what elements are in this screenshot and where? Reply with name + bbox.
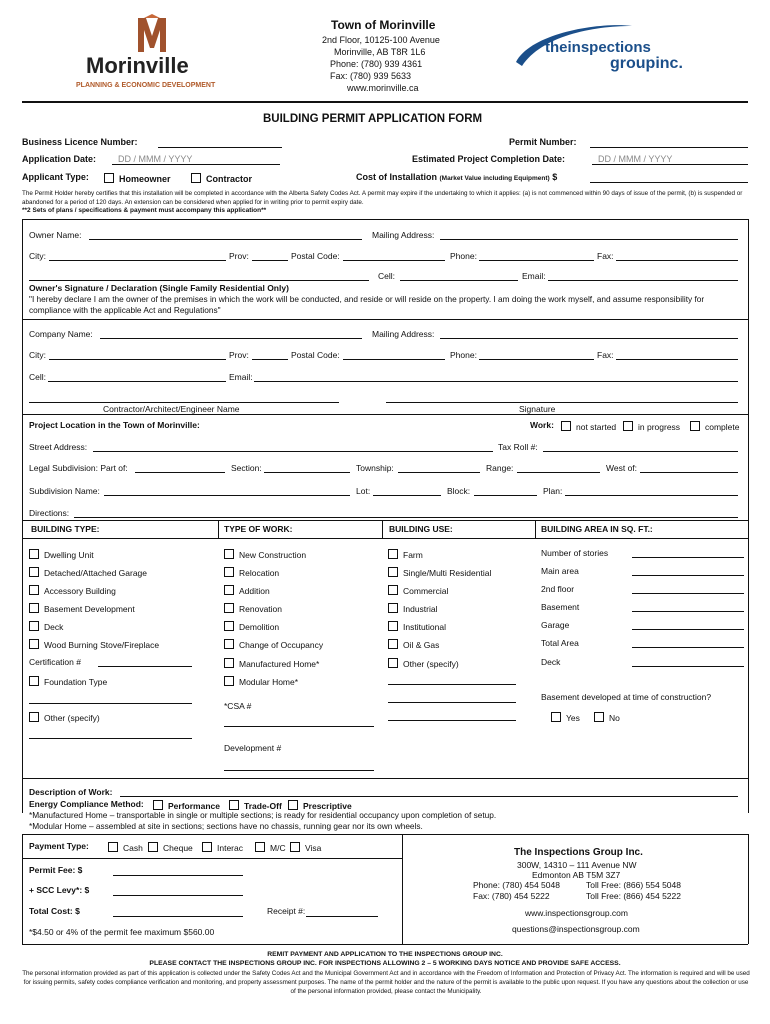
company-mailing-input[interactable]: [440, 338, 738, 339]
subdivision-input[interactable]: [104, 495, 350, 496]
certification-input[interactable]: [98, 666, 192, 667]
work-type-item-checkbox[interactable]: [224, 676, 234, 686]
complete-option[interactable]: complete: [690, 421, 740, 432]
work-type-item-label: Relocation: [239, 568, 280, 578]
certify-text: The Permit Holder hereby certifies that this installation will be completed in accordance with the Alberta Safety Codes Act. A permit may expire if the undertaking to which it applies: (a) is not commenced within 90 days of issue of the permit, (b) is suspended or abandoned for a period of 120 days. An extension can be considered when applied for in writing prior to permit expiry date.: [22, 190, 743, 206]
development-input[interactable]: [224, 770, 374, 771]
area-input[interactable]: [632, 647, 744, 648]
building-type-item[interactable]: [29, 621, 63, 632]
area-item-label: 2nd floor: [541, 584, 575, 594]
building-use-item-label: Commercial: [403, 586, 449, 596]
directions-input[interactable]: [74, 517, 738, 518]
basement-no-option[interactable]: No: [594, 712, 620, 723]
homeowner-label: Homeowner: [119, 174, 171, 184]
other-use-input-1[interactable]: [388, 684, 516, 685]
town-fax: Fax: (780) 939 5633: [330, 71, 412, 81]
total-cost-label: Total Cost: $: [29, 906, 80, 916]
building-type-item-label: Wood Burning Stove/Fireplace: [44, 640, 160, 650]
range-label: Range:: [486, 463, 514, 473]
grid-header-bottom: [22, 538, 748, 539]
building-use-item[interactable]: [388, 603, 438, 614]
completion-date-label: Estimated Project Completion Date:: [412, 154, 566, 164]
tradeoff-option[interactable]: Trade-Off: [229, 800, 282, 811]
ig-fax: Fax: (780) 454 5222: [473, 891, 550, 901]
tax-roll-label: Tax Roll #:: [498, 442, 538, 452]
building-use-item-checkbox[interactable]: [388, 621, 398, 631]
payment-method-label: M/C: [270, 843, 286, 853]
company-phone-label: Phone:: [450, 350, 477, 360]
work-type-item[interactable]: [224, 585, 270, 596]
directions-label: Directions:: [29, 508, 70, 518]
description-label: Description of Work:: [29, 787, 113, 797]
area-item-label: Main area: [541, 566, 579, 576]
area-item-label: Total Area: [541, 638, 579, 648]
company-postal-label: Postal Code:: [291, 350, 340, 360]
street-input[interactable]: [93, 451, 493, 452]
completion-date-input[interactable]: DD / MMM / YYYY: [598, 154, 673, 164]
west-of-input[interactable]: [640, 472, 738, 473]
company-city-label: City:: [29, 350, 46, 360]
work-type-item-checkbox[interactable]: [224, 639, 234, 649]
morinville-logo: [104, 14, 224, 54]
not-started-option[interactable]: not started: [561, 421, 616, 432]
payment-box-bottom: [22, 944, 748, 945]
foundation-checkbox[interactable]: [29, 676, 39, 686]
company-postal-input[interactable]: [343, 359, 445, 360]
application-date-label: Application Date:: [22, 154, 97, 164]
payment-method-label: Visa: [305, 843, 322, 853]
tradeoff-checkbox[interactable]: [229, 800, 239, 810]
ig-name: The Inspections Group Inc.: [514, 847, 643, 858]
owner-declaration-1: "I hereby declare I am the owner of the premises in which the work will be conducted, and reside or will reside on the property. I am doing the work myself, and assume responsibility for: [29, 294, 705, 304]
work-type-item-checkbox[interactable]: [224, 567, 234, 577]
west-of-label: West of:: [606, 463, 638, 473]
building-use-item[interactable]: [388, 549, 423, 560]
building-type-item-checkbox[interactable]: [29, 621, 39, 631]
morinville-tagline: PLANNING & ECONOMIC DEVELOPMENT: [76, 82, 216, 89]
business-licence-label: Business Licence Number:: [22, 137, 138, 147]
cost-label: Cost of Installation (Market Value including Equipment) $: [356, 172, 558, 182]
foundation-input[interactable]: [29, 703, 192, 704]
area-item: [541, 639, 579, 648]
town-phone: Phone: (780) 939 4361: [330, 59, 423, 69]
work-type-item-label: Manufactured Home*: [239, 659, 320, 669]
ig-address-2: Edmonton AB T5M 3Z7: [532, 870, 621, 880]
area-item-label: Number of stories: [541, 548, 609, 558]
performance-checkbox[interactable]: [153, 800, 163, 810]
other-use-input-3[interactable]: [388, 720, 516, 721]
work-type-item-label: Modular Home*: [239, 677, 299, 687]
work-type-item-label: Addition: [239, 586, 270, 596]
permit-fee-input[interactable]: [113, 875, 243, 876]
work-type-item-checkbox[interactable]: [224, 658, 234, 668]
form-left-border: [22, 219, 23, 813]
application-date-line: [112, 164, 280, 165]
location-box-top: [22, 414, 748, 415]
payment-method-checkbox[interactable]: [290, 842, 300, 852]
area-input[interactable]: [632, 629, 744, 630]
owner-box-top: [22, 219, 748, 220]
work-type-item[interactable]: [224, 676, 298, 687]
work-type-item-checkbox[interactable]: [224, 621, 234, 631]
not-started-checkbox[interactable]: [561, 421, 571, 431]
owner-extra-line[interactable]: [29, 280, 369, 281]
company-cell-input[interactable]: [48, 381, 226, 382]
building-type-item-checkbox[interactable]: [29, 585, 39, 595]
area-input[interactable]: [632, 557, 744, 558]
owner-postal-label: Postal Code:: [291, 251, 340, 261]
header-type-of-work: TYPE OF WORK:: [224, 524, 293, 534]
company-fax-input[interactable]: [616, 359, 738, 360]
other-type-option[interactable]: Other (specify): [29, 712, 100, 723]
building-use-item-checkbox[interactable]: [388, 567, 398, 577]
payment-method[interactable]: [202, 842, 243, 853]
township-input[interactable]: [398, 472, 480, 473]
footer-privacy: The personal information provided as part of this application is collected under the Safety Codes Act and the Municipal Government Act and in accordance with the Freedom of Information and Protection of Privacy Act. The information is required and will be used for issuing permits, safety codes compliance verification and monitoring, and property assessment purposes. The name of the permit holder and the nature of the permit is available to the public upon request. If you have any questions about the collection or use of the personal information provided, please contact the Municipality.: [22, 970, 750, 995]
payment-method-checkbox[interactable]: [148, 842, 158, 852]
prescriptive-checkbox[interactable]: [288, 800, 298, 810]
owner-prov-input[interactable]: [252, 260, 288, 261]
company-phone-input[interactable]: [479, 359, 594, 360]
foundation-option[interactable]: Foundation Type: [29, 676, 107, 687]
building-use-item-checkbox[interactable]: [388, 639, 398, 649]
building-use-item-checkbox[interactable]: [388, 658, 398, 668]
company-mailing-label: Mailing Address:: [372, 329, 435, 339]
signature-caption: Signature: [519, 404, 556, 414]
company-fax-label: Fax:: [597, 350, 614, 360]
footer-remit: REMIT PAYMENT AND APPLICATION TO THE INSPECTIONS GROUP INC.: [267, 951, 503, 958]
other-use-input-2[interactable]: [388, 702, 516, 703]
payment-method-label: Cash: [123, 843, 143, 853]
payment-left: [22, 834, 23, 944]
form-title: BUILDING PERMIT APPLICATION FORM: [263, 113, 483, 125]
csa-label: *CSA #: [224, 701, 252, 711]
owner-email-label: Email:: [522, 271, 546, 281]
payment-method[interactable]: [148, 842, 193, 853]
township-label: Township:: [356, 463, 394, 473]
header-building-use: BUILDING USE:: [389, 524, 453, 534]
building-use-item-checkbox[interactable]: [388, 603, 398, 613]
in-progress-checkbox[interactable]: [623, 421, 633, 431]
block-input[interactable]: [474, 495, 537, 496]
owner-signature-title: Owner's Signature / Declaration (Single Family Residential Only): [29, 283, 289, 293]
morinville-emblem-icon: [104, 14, 224, 54]
owner-email-input[interactable]: [548, 280, 738, 281]
grid-top: [22, 520, 748, 521]
lot-input[interactable]: [373, 495, 441, 496]
payment-right: [748, 834, 749, 944]
cost-input[interactable]: [590, 182, 748, 183]
inspections-wordmark-bottom: groupinc.: [610, 55, 683, 72]
basement-question: Basement developed at time of construction?: [541, 692, 712, 702]
company-prov-input[interactable]: [252, 359, 288, 360]
permit-number-label: Permit Number:: [509, 137, 577, 147]
work-label: Work:: [530, 420, 554, 430]
work-type-item[interactable]: [224, 567, 279, 578]
building-type-item[interactable]: [29, 603, 135, 614]
building-type-item-label: Dwelling Unit: [44, 550, 94, 560]
contractor-checkbox[interactable]: [191, 173, 201, 183]
company-city-input[interactable]: [49, 359, 226, 360]
town-name: Town of Morinville: [331, 18, 436, 32]
plan-input[interactable]: [565, 495, 738, 496]
town-address-2: Morinville, AB T8R 1L6: [334, 47, 426, 57]
description-box-top: [22, 778, 748, 779]
area-item: [541, 658, 560, 667]
location-title: Project Location in the Town of Morinville:: [29, 420, 200, 430]
payment-method[interactable]: [255, 842, 286, 853]
cae-signature-input[interactable]: [386, 402, 738, 403]
owner-phone-label: Phone:: [450, 251, 477, 261]
cae-name-caption: Contractor/Architect/Engineer Name: [103, 404, 240, 414]
payment-method-checkbox[interactable]: [202, 842, 212, 852]
basement-no-checkbox[interactable]: [594, 712, 604, 722]
building-type-item[interactable]: [29, 549, 94, 560]
levy-note: *$4.50 or 4% of the permit fee maximum $560.00: [29, 927, 215, 937]
ig-website[interactable]: www.inspectionsgroup.com: [525, 908, 628, 918]
payment-type-label: Payment Type:: [29, 841, 89, 851]
subdivision-label: Subdivision Name:: [29, 486, 100, 496]
contractor-option[interactable]: [191, 173, 252, 184]
ig-tollfree-phone: Toll Free: (866) 554 5048: [586, 880, 681, 890]
permit-number-input[interactable]: [590, 147, 748, 148]
building-use-item-label: Oil & Gas: [403, 640, 440, 650]
area-item: [541, 603, 579, 612]
cae-name-input[interactable]: [29, 402, 339, 403]
work-type-item-label: Change of Occupancy: [239, 640, 324, 650]
building-use-item-label: Industrial: [403, 604, 438, 614]
payment-type-underline: [22, 858, 402, 859]
building-type-item-checkbox[interactable]: [29, 549, 39, 559]
owner-mailing-label: Mailing Address:: [372, 230, 435, 240]
area-input[interactable]: [632, 666, 744, 667]
work-type-item[interactable]: [224, 639, 323, 650]
prescriptive-option[interactable]: Prescriptive: [288, 800, 352, 811]
street-label: Street Address:: [29, 442, 88, 452]
business-licence-input[interactable]: [158, 147, 282, 148]
payment-method[interactable]: [108, 842, 143, 853]
ig-phone: Phone: (780) 454 5048: [473, 880, 560, 890]
area-input[interactable]: [632, 593, 744, 594]
owner-phone-input[interactable]: [479, 260, 594, 261]
building-type-item[interactable]: [29, 567, 147, 578]
area-item-label: Garage: [541, 620, 570, 630]
total-cost-input[interactable]: [113, 916, 243, 917]
description-input[interactable]: [120, 796, 738, 797]
payment-method-checkbox[interactable]: [108, 842, 118, 852]
payment-method-checkbox[interactable]: [255, 842, 265, 852]
building-type-item-label: Deck: [44, 622, 64, 632]
building-type-item-label: Detached/Attached Garage: [44, 568, 148, 578]
building-type-item-checkbox[interactable]: [29, 603, 39, 613]
building-use-item-label: Single/Multi Residential: [403, 568, 492, 578]
basement-yes-checkbox[interactable]: [551, 712, 561, 722]
area-item: [541, 621, 569, 630]
permit-fee-label: Permit Fee: $: [29, 865, 83, 875]
tax-roll-input[interactable]: [543, 451, 738, 452]
building-type-item[interactable]: [29, 585, 116, 596]
header-building-type: BUILDING TYPE:: [31, 524, 100, 534]
work-type-item-checkbox[interactable]: [224, 549, 234, 559]
payment-method-label: Interac: [217, 843, 243, 853]
manufactured-note: *Manufactured Home – transportable in single or multiple sections; is ready for residential occupancy upon completion of setup.: [29, 810, 497, 820]
section-label: Section:: [231, 463, 262, 473]
company-name-input[interactable]: [100, 338, 362, 339]
header-building-area: BUILDING AREA IN SQ. FT.:: [541, 524, 653, 534]
town-website[interactable]: www.morinville.ca: [347, 83, 419, 93]
company-prov-label: Prov:: [229, 350, 249, 360]
legal-label: Legal Subdivision: Part of:: [29, 463, 128, 473]
section-input[interactable]: [264, 472, 350, 473]
building-type-item[interactable]: [29, 639, 159, 650]
plans-note: **2 Sets of plans / specifications & payment must accompany this application**: [22, 207, 267, 214]
company-email-input[interactable]: [254, 381, 738, 382]
work-type-item[interactable]: [224, 603, 282, 614]
owner-name-input[interactable]: [89, 239, 362, 240]
owner-postal-input[interactable]: [343, 260, 445, 261]
work-type-item-label: Renovation: [239, 604, 283, 614]
work-type-item[interactable]: [224, 658, 319, 669]
contractor-label: Contractor: [206, 174, 253, 184]
energy-label: Energy Compliance Method:: [29, 799, 144, 809]
application-date-input[interactable]: DD / MMM / YYYY: [118, 154, 193, 164]
form-right-border: [748, 219, 749, 813]
lot-label: Lot:: [356, 486, 371, 496]
owner-cell-input[interactable]: [400, 280, 518, 281]
owner-cell-label: Cell:: [378, 271, 396, 281]
part-of-input[interactable]: [135, 472, 225, 473]
building-use-item-checkbox[interactable]: [388, 549, 398, 559]
work-type-item-label: Demolition: [239, 622, 280, 632]
certification-label: Certification #: [29, 657, 81, 667]
development-label: Development #: [224, 743, 282, 753]
work-type-item-label: New Construction: [239, 550, 307, 560]
area-item: [541, 585, 574, 594]
payment-box-top: [22, 834, 748, 835]
ig-email[interactable]: questions@inspectionsgroup.com: [512, 924, 640, 934]
plan-label: Plan:: [543, 486, 563, 496]
area-item: [541, 549, 608, 558]
applicant-type-label: Applicant Type:: [22, 172, 89, 182]
homeowner-checkbox[interactable]: [104, 173, 114, 183]
ig-tollfree-fax: Toll Free: (866) 454 5222: [586, 891, 681, 901]
work-type-item[interactable]: [224, 549, 306, 560]
area-item-label: Deck: [541, 657, 561, 667]
building-type-item-label: Basement Development: [44, 604, 135, 614]
company-cell-label: Cell:: [29, 372, 47, 382]
grid-col-divider-2: [382, 520, 383, 538]
building-type-item-checkbox[interactable]: [29, 639, 39, 649]
company-name-label: Company Name:: [29, 329, 93, 339]
scc-levy-input[interactable]: [113, 895, 243, 896]
building-use-item-checkbox[interactable]: [388, 585, 398, 595]
csa-input[interactable]: [224, 726, 374, 727]
work-type-item-checkbox[interactable]: [224, 603, 234, 613]
grid-col-divider-1: [218, 520, 219, 538]
performance-option[interactable]: Performance: [153, 800, 220, 811]
completion-date-line: [592, 164, 748, 165]
building-use-item[interactable]: [388, 585, 448, 596]
morinville-wordmark: Morinville: [86, 53, 189, 78]
header-divider: [22, 101, 748, 103]
owner-city-input[interactable]: [49, 260, 226, 261]
building-use-item-label: Farm: [403, 550, 423, 560]
area-item-label: Basement: [541, 602, 580, 612]
owner-fax-label: Fax:: [597, 251, 614, 261]
owner-mailing-input[interactable]: [440, 239, 738, 240]
building-use-item[interactable]: [388, 621, 446, 632]
building-use-item[interactable]: [388, 658, 459, 669]
other-type-input[interactable]: [29, 738, 192, 739]
payment-divider: [402, 834, 403, 944]
grid-col-divider-3: [535, 520, 536, 538]
work-type-item[interactable]: [224, 621, 279, 632]
modular-note: *Modular Home – assembled at site in sections; sections have no chassis, running gear nor its own wheels.: [29, 821, 423, 831]
owner-declaration-2: compliance with the applicable Act and Regulations": [29, 305, 221, 315]
range-input[interactable]: [517, 472, 600, 473]
block-label: Block:: [447, 486, 471, 496]
town-address-1: 2nd Floor, 10125-100 Avenue: [322, 35, 440, 45]
area-item: [541, 567, 579, 576]
receipt-label: Receipt #:: [267, 906, 306, 916]
in-progress-option[interactable]: in progress: [623, 421, 680, 432]
building-type-item-label: Accessory Building: [44, 586, 116, 596]
building-use-item-label: Other (specify): [403, 659, 459, 669]
inspections-wordmark-top: theinspections: [545, 39, 651, 56]
building-type-item-checkbox[interactable]: [29, 567, 39, 577]
area-input[interactable]: [632, 575, 744, 576]
ig-address-1: 300W, 14310 – 111 Avenue NW: [517, 860, 637, 870]
building-use-item[interactable]: [388, 567, 491, 578]
homeowner-option[interactable]: [104, 173, 171, 184]
owner-city-label: City:: [29, 251, 46, 261]
other-type-checkbox[interactable]: [29, 712, 39, 722]
work-type-item-checkbox[interactable]: [224, 585, 234, 595]
owner-name-label: Owner Name:: [29, 230, 82, 240]
footer-contact: PLEASE CONTACT THE INSPECTIONS GROUP INC. FOR INSPECTIONS ALLOWING 2 – 5 WORKING DAYS NOTICE AND PROVIDE SAFE ACCESS.: [149, 960, 621, 967]
scc-levy-label: + SCC Levy*: $: [29, 885, 90, 895]
basement-yes-option[interactable]: Yes: [551, 712, 580, 723]
area-input[interactable]: [632, 611, 744, 612]
building-use-item-label: Institutional: [403, 622, 446, 632]
complete-checkbox[interactable]: [690, 421, 700, 431]
owner-prov-label: Prov:: [229, 251, 249, 261]
owner-fax-input[interactable]: [616, 260, 738, 261]
company-box-top: [22, 319, 748, 320]
company-email-label: Email:: [229, 372, 253, 382]
receipt-input[interactable]: [306, 916, 378, 917]
building-use-item[interactable]: [388, 639, 439, 650]
payment-method[interactable]: [290, 842, 321, 853]
payment-method-label: Cheque: [163, 843, 193, 853]
